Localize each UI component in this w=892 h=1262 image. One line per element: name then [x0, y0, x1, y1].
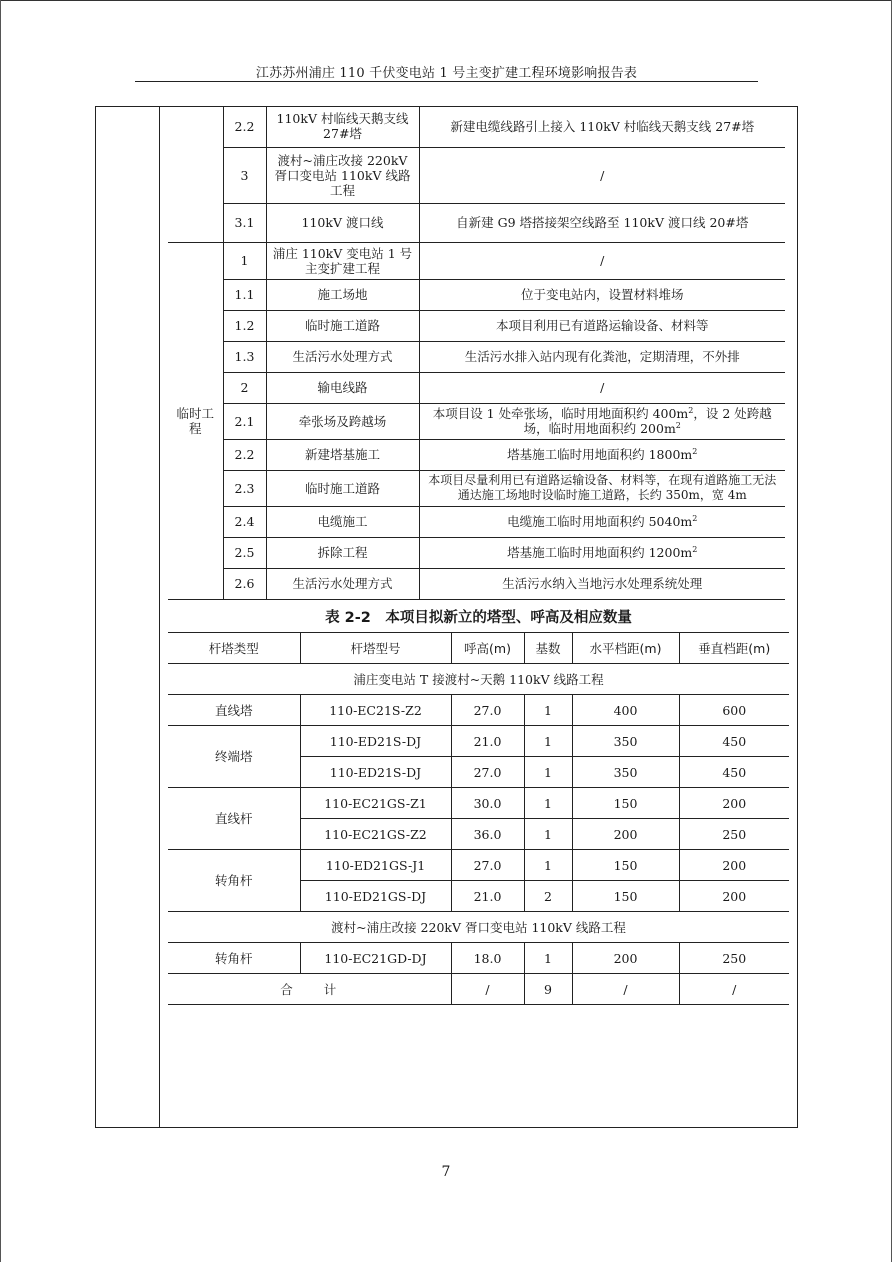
cell-v-span: 250 [679, 819, 789, 850]
row-item: 生活污水处理方式 [266, 568, 419, 599]
cell-h-span: 400 [572, 695, 679, 726]
cell-height: 30.0 [451, 788, 524, 819]
frame-divider [159, 106, 160, 1128]
table-row [168, 506, 785, 537]
table-row [168, 850, 789, 881]
table-row [168, 106, 785, 147]
cell-height: 21.0 [451, 881, 524, 912]
table-row [168, 279, 785, 310]
row-item: 浦庄 110kV 变电站 1 号主变扩建工程 [266, 242, 419, 279]
col-header-count: 基数 [524, 633, 572, 664]
cell-v-span: 250 [679, 943, 789, 974]
cell-count: 1 [524, 850, 572, 881]
cell-h-span: 150 [572, 881, 679, 912]
row-number: 2.1 [223, 403, 266, 439]
cell-h-span: 350 [572, 726, 679, 757]
cell-count: 1 [524, 757, 572, 788]
table-row [168, 372, 785, 403]
total-v-span: / [679, 974, 789, 1005]
cell-model: 110-ED21S-DJ [300, 757, 451, 788]
total-label: 合 计 [168, 974, 451, 1005]
row-number: 2.2 [223, 439, 266, 470]
page-number: 7 [441, 1164, 451, 1180]
col-header-vertical-span: 垂直档距(m) [679, 633, 789, 664]
table-row [168, 726, 789, 757]
row-content: / [419, 372, 785, 403]
header-rule [135, 81, 758, 82]
table-row [168, 310, 785, 341]
row-number: 2 [223, 372, 266, 403]
table-row [168, 788, 789, 819]
cell-h-span: 200 [572, 943, 679, 974]
row-content: 本项目设 1 处牵张场，临时用地面积约 $400m^2$，设 2 处跨越场，临时用地面积约 $200m^2$ [419, 403, 785, 439]
row-number: 1.1 [223, 279, 266, 310]
row-number: 1.3 [223, 341, 266, 372]
row-item: 110kV 渡口线 [266, 203, 419, 242]
total-count: 9 [524, 974, 572, 1005]
row-number: 1 [223, 242, 266, 279]
row-content: 位于变电站内，设置材料堆场 [419, 279, 785, 310]
table-caption: 表 2-2 本项目拟新立的塔型、呼高及相应数量 [325, 610, 632, 626]
row-item: 拆除工程 [266, 537, 419, 568]
row-number: 2.4 [223, 506, 266, 537]
row-content: 生活污水排入站内现有化粪池，定期清理，不外排 [419, 341, 785, 372]
table-row [168, 568, 785, 599]
cell-h-span: 200 [572, 819, 679, 850]
row-item: 新建塔基施工 [266, 439, 419, 470]
table-row [168, 943, 789, 974]
cell-model: 110-EC21GD-DJ [300, 943, 451, 974]
row-item: 输电线路 [266, 372, 419, 403]
cell-model: 110-EC21S-Z2 [300, 695, 451, 726]
row-number: 3.1 [223, 203, 266, 242]
row-item: 110kV 村临线天鹅支线 27#塔 [266, 106, 419, 147]
cell-model: 110-EC21GS-Z2 [300, 819, 451, 850]
cell-height: 27.0 [451, 695, 524, 726]
table-row [168, 147, 785, 203]
col-header-horizontal-span: 水平档距(m) [572, 633, 679, 664]
row-item: 生活污水处理方式 [266, 341, 419, 372]
row-number: 2.3 [223, 470, 266, 506]
row-number: 3 [223, 147, 266, 203]
category-temporary-works: 临时工程 [168, 242, 223, 599]
table-row [168, 341, 785, 372]
table-row [168, 403, 785, 439]
table-row [168, 203, 785, 242]
row-content: 塔基施工临时用地面积约 $1800m^2$ [419, 439, 785, 470]
cell-height: 21.0 [451, 726, 524, 757]
cell-height: 18.0 [451, 943, 524, 974]
cell-height: 36.0 [451, 819, 524, 850]
cell-h-span: 350 [572, 757, 679, 788]
col-header-height: 呼高(m) [451, 633, 524, 664]
col-header-type: 杆塔类型 [168, 633, 300, 664]
cell-count: 1 [524, 819, 572, 850]
cell-v-span: 200 [679, 881, 789, 912]
row-number: 2.5 [223, 537, 266, 568]
row-number: 1.2 [223, 310, 266, 341]
page-left-edge [0, 0, 1, 1262]
row-content: 塔基施工临时用地面积约 $1200m^2$ [419, 537, 785, 568]
row-content: 本项目利用已有道路运输设备、材料等 [419, 310, 785, 341]
total-row [168, 974, 789, 1005]
section-row [168, 664, 789, 695]
row-content: 自新建 G9 塔搭接架空线路至 110kV 渡口线 20#塔 [419, 203, 785, 242]
cell-count: 1 [524, 726, 572, 757]
section-title: 浦庄变电站 T 接渡村~天鹅 110kV 线路工程 [353, 671, 604, 687]
table-row [168, 242, 785, 279]
cell-type: 终端塔 [168, 726, 300, 788]
cell-height: 27.0 [451, 850, 524, 881]
row-content: 新建电缆线路引上接入 110kV 村临线天鹅支线 27#塔 [450, 118, 755, 134]
cell-count: 1 [524, 943, 572, 974]
cell-v-span: 450 [679, 757, 789, 788]
table-row [168, 470, 785, 506]
running-header: 江苏苏州浦庄 110 千伏变电站 1 号主变扩建工程环境影响报告表 [255, 66, 638, 81]
table-header-row [168, 633, 789, 664]
row-content: 本项目尽量利用已有道路运输设备、材料等，在现有道路施工无法通达施工场地时设临时施工道路，长约 350m，宽 4m [419, 470, 785, 506]
cell-model: 110-ED21S-DJ [300, 726, 451, 757]
cell-h-span: 150 [572, 850, 679, 881]
cell-v-span: 200 [679, 850, 789, 881]
row-item: 牵张场及跨越场 [266, 403, 419, 439]
project-composition-table [168, 106, 785, 600]
cell-type: 转角杆 [168, 850, 300, 912]
cell-h-span: 150 [572, 788, 679, 819]
row-item: 电缆施工 [266, 506, 419, 537]
cell-count: 2 [524, 881, 572, 912]
row-item: 临时施工道路 [266, 470, 419, 506]
cell-v-span: 200 [679, 788, 789, 819]
cell-count: 1 [524, 695, 572, 726]
page-top-edge [0, 0, 892, 1]
cell-v-span: 450 [679, 726, 789, 757]
row-item: 渡村~浦庄改接 220kV 胥口变电站 110kV 线路工程 [266, 147, 419, 203]
cell-model: 110-ED21GS-DJ [300, 881, 451, 912]
cell-model: 110-ED21GS-J1 [300, 850, 451, 881]
section-title: 渡村~浦庄改接 220kV 胥口变电站 110kV 线路工程 [168, 912, 789, 943]
cell-type: 直线杆 [168, 788, 300, 850]
total-h-span: / [572, 974, 679, 1005]
row-item: 施工场地 [266, 279, 419, 310]
cell-count: 1 [524, 788, 572, 819]
table-row [168, 439, 785, 470]
section-row [168, 912, 789, 943]
table-row [168, 537, 785, 568]
row-content: / [419, 147, 785, 203]
table-row [168, 695, 789, 726]
row-number: 2.2 [223, 106, 266, 147]
tower-types-table [168, 632, 789, 1005]
cell-type: 转角杆 [168, 943, 300, 974]
total-height: / [451, 974, 524, 1005]
row-content: 电缆施工临时用地面积约 $5040m^2$ [419, 506, 785, 537]
col-header-model: 杆塔型号 [300, 633, 451, 664]
row-item: 临时施工道路 [266, 310, 419, 341]
row-number: 2.6 [223, 568, 266, 599]
cell-v-span: 600 [679, 695, 789, 726]
row-content: 生活污水纳入当地污水处理系统处理 [419, 568, 785, 599]
cell-type: 直线塔 [168, 695, 300, 726]
cell-height: 27.0 [451, 757, 524, 788]
cell-model: 110-EC21GS-Z1 [300, 788, 451, 819]
row-content: / [419, 242, 785, 279]
